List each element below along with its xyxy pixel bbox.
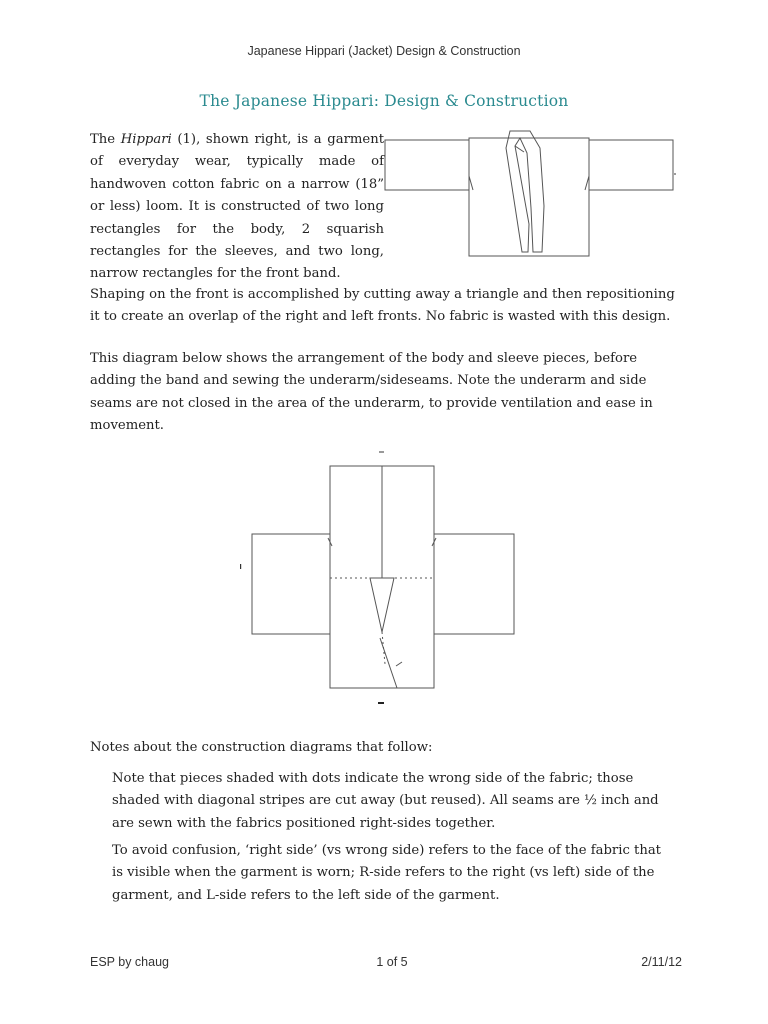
intro-paragraph <box>90 129 384 286</box>
notes-heading: Notes about the construction diagrams that follow: <box>90 740 433 755</box>
jacket-front-band <box>506 131 544 252</box>
jacket-right-sleeve <box>589 140 673 190</box>
intro-wrapped-text: (1), shown right, is a garment of everyday wear, typically made of handwoven cotton fabric on a narrow (18” or less) loom. It is constructed of two long rectangles for the body, 2 squarish rectangles for the sleeves, and two long, narrow rectangles for the front band. <box>90 132 384 282</box>
intro-lead: The <box>90 132 121 147</box>
running-header: Japanese Hippari (Jacket) Design & Construction <box>247 44 521 58</box>
layout-left-sleeve <box>252 534 330 634</box>
intro-continued: Shaping on the front is accomplished by cutting away a triangle and then repositioning it to create an overlap of the right and left fronts. No fabric is wasted with this design. <box>90 287 675 325</box>
jacket-left-sleeve <box>385 140 469 190</box>
hippari-jacket-figure <box>384 128 680 258</box>
page-title: The Japanese Hippari: Design & Construction <box>199 92 569 110</box>
note-item: To avoid confusion, ‘right side’ (vs wrong side) refers to the face of the fabric that is visible when the garment is worn; R-side refers to the right (vs left) side of the garment, and L-side refers to the left side of the garment. <box>112 843 661 903</box>
note-item: Note that pieces shaded with dots indicate the wrong side of the fabric; those shaded with diagonal stripes are cut away (but reused). All seams are ½ inch and are sewn with the fabrics positioned right-sides together. <box>112 771 659 831</box>
layout-diagram <box>236 446 526 708</box>
jacket-body <box>469 138 589 256</box>
footer-page-number: 1 of 5 <box>376 955 408 969</box>
footer-author: ESP by chaug <box>90 955 169 969</box>
diagram-intro-paragraph: This diagram below shows the arrangement of the body and sleeve pieces, before adding the band and sewing the underarm/sideseams. Note the underarm and side seams are not closed in the area of the underarm, to provide ventilation and ease in movement. <box>90 351 653 434</box>
layout-right-sleeve <box>434 534 514 634</box>
intro-term: Hippari <box>120 132 172 147</box>
cutaway-triangle <box>370 578 394 632</box>
footer-date: 2/11/12 <box>641 955 682 969</box>
